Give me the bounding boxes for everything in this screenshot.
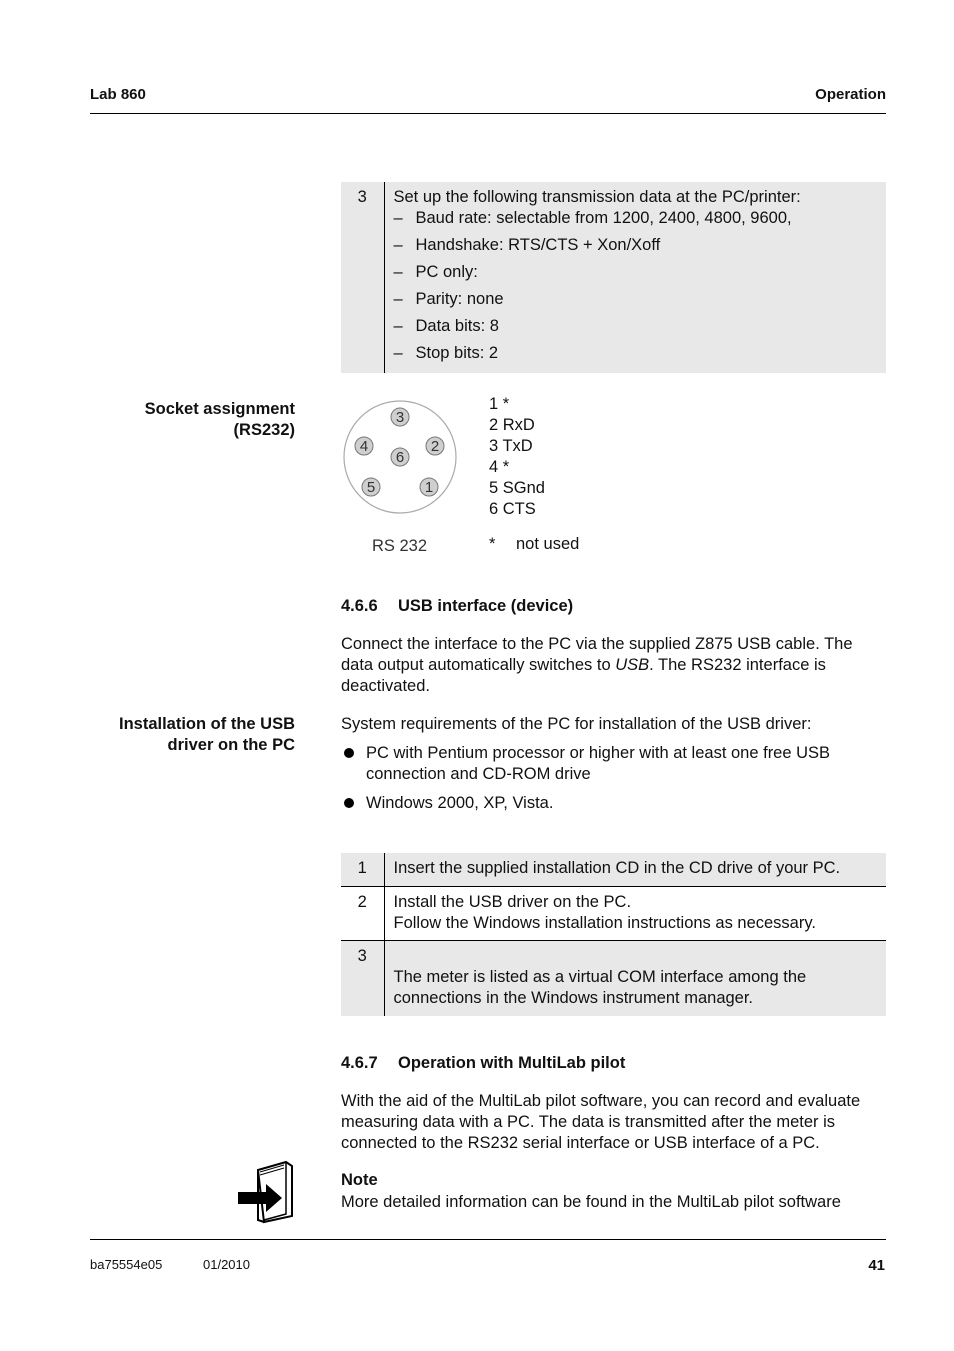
svg-text:2: 2 (430, 438, 440, 455)
installation-label: Installation of the USB driver on the PC (118, 715, 295, 754)
transmission-step-table (341, 182, 886, 373)
table-row: 2 Install the USB driver on the PC. Follow the Windows installation instructions as necessary. (341, 886, 886, 940)
list-item: – Parity: none (393, 290, 504, 308)
svg-text:6: 6 (395, 449, 405, 466)
footer-rule (90, 1239, 886, 1240)
page-number: 41 (868, 1257, 885, 1274)
header-rule (90, 113, 886, 114)
step-number: 3 (341, 182, 384, 373)
system-requirements-intro: System requirements of the PC for installation of the USB driver: (341, 715, 812, 733)
list-item: 1 * (489, 395, 510, 413)
pin-5 (362, 478, 380, 496)
svg-text:3: 3 (395, 409, 405, 426)
pin-2 (426, 437, 444, 455)
pin-6 (391, 448, 409, 466)
svg-text:1: 1 (424, 479, 434, 496)
socket-assignment-label: Socket assignment (RS232) (144, 400, 295, 439)
table-row: 3 The meter is listed as a virtual COM interface among the connections in the Windows instrument manager. (341, 940, 886, 1016)
list-item: 5 SGnd (489, 479, 545, 497)
footer-doc-id: ba75554e05 (90, 1257, 163, 1272)
pin-3 (391, 408, 409, 426)
table-row: 1 Insert the supplied installation CD in the CD drive of your PC. (341, 853, 886, 886)
pin-4 (355, 437, 373, 455)
list-item: – PC only: (393, 263, 478, 281)
list-item: – Handshake: RTS/CTS + Xon/Xoff (393, 236, 661, 254)
list-item: 2 RxD (489, 416, 535, 434)
list-item: 6 CTS (489, 500, 536, 518)
list-item: – Baud rate: selectable from 1200, 2400, 4800, 9600, (393, 209, 792, 227)
list-item: PC with Pentium processor or higher with at least one free USB connection and CD-ROM drive (341, 743, 871, 785)
section-heading-usb: 4.6.6 USB interface (device) (341, 597, 574, 615)
transmission-list (394, 208, 879, 364)
svg-text:5: 5 (366, 479, 376, 496)
section-heading-multilab: 4.6.7 Operation with MultiLab pilot (341, 1054, 626, 1072)
list-item: 3 TxD (489, 437, 533, 455)
note-text: More detailed information can be found in the MultiLab pilot software (341, 1193, 841, 1211)
list-item: 4 * (489, 458, 510, 476)
usb-description: Connect the interface to the PC via the supplied Z875 USB cable. The data output automatically switches to USB. The RS232 interface is deactivated. (341, 635, 853, 695)
book-arrow-icon (236, 1158, 298, 1224)
connector-label: RS 232 (372, 537, 428, 555)
bullet-icon (344, 798, 354, 808)
installation-steps-table (341, 853, 886, 1016)
header-doc-title: Lab 860 (90, 86, 146, 103)
pin-1 (420, 478, 438, 496)
list-item: Windows 2000, XP, Vista. (341, 793, 871, 814)
rs232-socket-diagram (340, 396, 460, 518)
list-item: – Data bits: 8 (393, 317, 499, 335)
step-content (384, 182, 886, 373)
requirements-list (341, 743, 871, 814)
pin-footnote: * not used (489, 535, 580, 553)
step-intro: Set up the following transmission data at the PC/printer: (393, 188, 801, 206)
bullet-icon (344, 748, 354, 758)
svg-text:4: 4 (359, 438, 369, 455)
list-item: – Stop bits: 2 (393, 344, 499, 362)
note-title: Note (341, 1171, 378, 1189)
header-chapter: Operation (815, 86, 886, 103)
footer-date: 01/2010 (203, 1257, 250, 1272)
pin-assignment-list (489, 394, 545, 520)
multilab-description: With the aid of the MultiLab pilot software, you can record and evaluate measuring data with a PC. The data is transmitted after the meter is connected to the RS232 serial interface or USB interface of a PC. (341, 1092, 861, 1152)
